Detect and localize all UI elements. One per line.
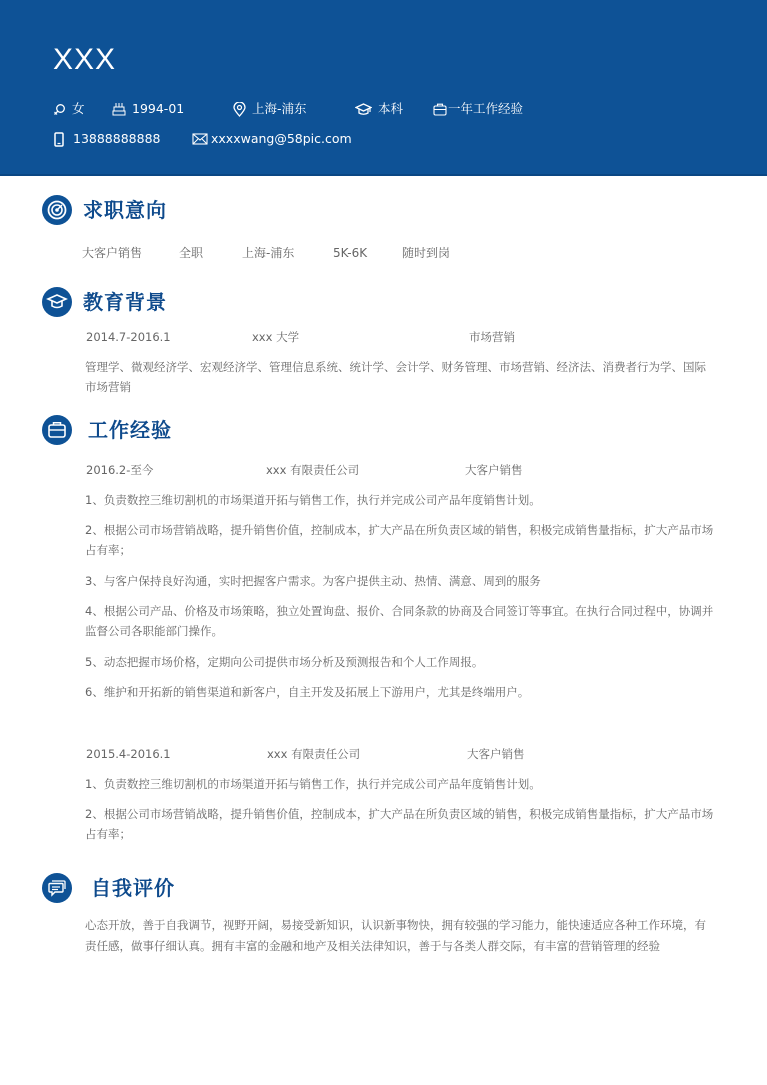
- section-title-intention: 求职意向: [83, 198, 167, 222]
- email-value: xxxxwang@58pic.com: [211, 131, 352, 146]
- self-evaluation-text: 心态开放，善于自我调节，视野开阔，易接受新知识，认识新事物快，拥有较强的学习能力，能快速适应各种工作环境，有责任感，做事仔细认真。拥有丰富的金融和地产及相关法律知识，善于与各类人群交际，有丰富的营销管理的经验: [85, 918, 706, 953]
- job-2-position: 大客户销售: [467, 747, 525, 761]
- target-icon: [42, 195, 72, 225]
- intention-availability: 随时到岗: [402, 246, 451, 260]
- phone-value: 13888888888: [73, 131, 161, 146]
- envelope-icon: [192, 133, 208, 145]
- job-1-duty-4: 4、根据公司产品、价格及市场策略，独立处置询盘、报价、合同条款的协商及合同签订等事宜。在执行合同过程中，协调并监督公司各职能部门操作。: [85, 604, 714, 638]
- email-info: [192, 131, 352, 147]
- job-2-company: xxx 有限责任公司: [267, 747, 361, 761]
- gender-icon: [53, 103, 66, 116]
- intention-salary: 5K-6K: [333, 246, 368, 260]
- job-1-company: xxx 有限责任公司: [266, 463, 360, 477]
- job-1-duty-2: 2、根据公司市场营销战略，提升销售价值，控制成本，扩大产品在所负责区域的销售，积极完成销售量指标，扩大产品市场占有率；: [85, 523, 714, 557]
- graduation-cap-icon: [42, 287, 72, 317]
- graduation-cap-icon: [355, 103, 372, 116]
- job-2-duty-2: 2、根据公司市场营销战略，提升销售价值，控制成本，扩大产品在所负责区域的销售，积极完成销售量指标，扩大产品市场占有率；: [85, 807, 714, 841]
- job-1-duty-1: 1、负责数控三维切割机的市场渠道开拓与销售工作，执行并完成公司产品年度销售计划。: [85, 493, 541, 507]
- job-2-period: 2015.4-2016.1: [86, 747, 171, 761]
- job-1-period: 2016.2-至今: [86, 463, 154, 477]
- location-info: [233, 101, 307, 117]
- job-1-duty-3: 3、与客户保持良好沟通，实时把握客户需求。为客户提供主动、热情、满意、周到的服务: [85, 574, 541, 588]
- birthday-cake-icon: [112, 102, 126, 116]
- location-value: 上海-浦东: [252, 101, 307, 116]
- section-header-intention: [42, 195, 167, 225]
- education-info: [355, 101, 403, 117]
- section-header-education: [42, 287, 167, 317]
- job-1-position: 大客户销售: [465, 463, 523, 477]
- phone-info: [53, 131, 160, 147]
- education-school: xxx 大学: [252, 330, 300, 344]
- education-major: 市场营销: [469, 330, 515, 344]
- candidate-name: XXX: [53, 43, 117, 76]
- briefcase-icon: [433, 103, 447, 116]
- chat-bubble-icon: [42, 873, 72, 903]
- location-pin-icon: [233, 102, 246, 117]
- gender-value: 女: [72, 101, 85, 116]
- job-2-duty-1: 1、负责数控三维切割机的市场渠道开拓与销售工作，执行并完成公司产品年度销售计划。: [85, 777, 541, 791]
- experience-info: [433, 101, 523, 117]
- section-title-self: 自我评价: [91, 876, 175, 900]
- job-1-duty-6: 6、维护和开拓新的销售渠道和新客户，自主开发及拓展上下游用户，尤其是终端用户。: [85, 685, 530, 699]
- education-courses: 管理学、微观经济学、宏观经济学、管理信息系统、统计学、会计学、财务管理、市场营销、经济法、消费者行为学、国际市场营销: [85, 360, 706, 394]
- intention-position: 大客户销售: [82, 246, 143, 260]
- section-header-work: [42, 415, 172, 445]
- birth-info: [112, 101, 184, 117]
- section-title-work: 工作经验: [88, 418, 172, 442]
- education-value: 本科: [378, 101, 404, 116]
- job-1-duty-5: 5、动态把握市场价格，定期向公司提供市场分析及预测报告和个人工作周报。: [85, 655, 484, 669]
- education-period: 2014.7-2016.1: [86, 330, 171, 344]
- experience-value: 一年工作经验: [448, 101, 524, 116]
- briefcase-icon: [42, 415, 72, 445]
- intention-type: 全职: [179, 246, 204, 260]
- intention-location: 上海-浦东: [242, 246, 295, 260]
- resume-header: [0, 0, 767, 176]
- section-title-education: 教育背景: [83, 290, 167, 314]
- section-header-self: [42, 873, 175, 903]
- gender-info: [53, 101, 85, 117]
- mobile-phone-icon: [53, 132, 65, 147]
- birth-value: 1994-01: [132, 101, 185, 116]
